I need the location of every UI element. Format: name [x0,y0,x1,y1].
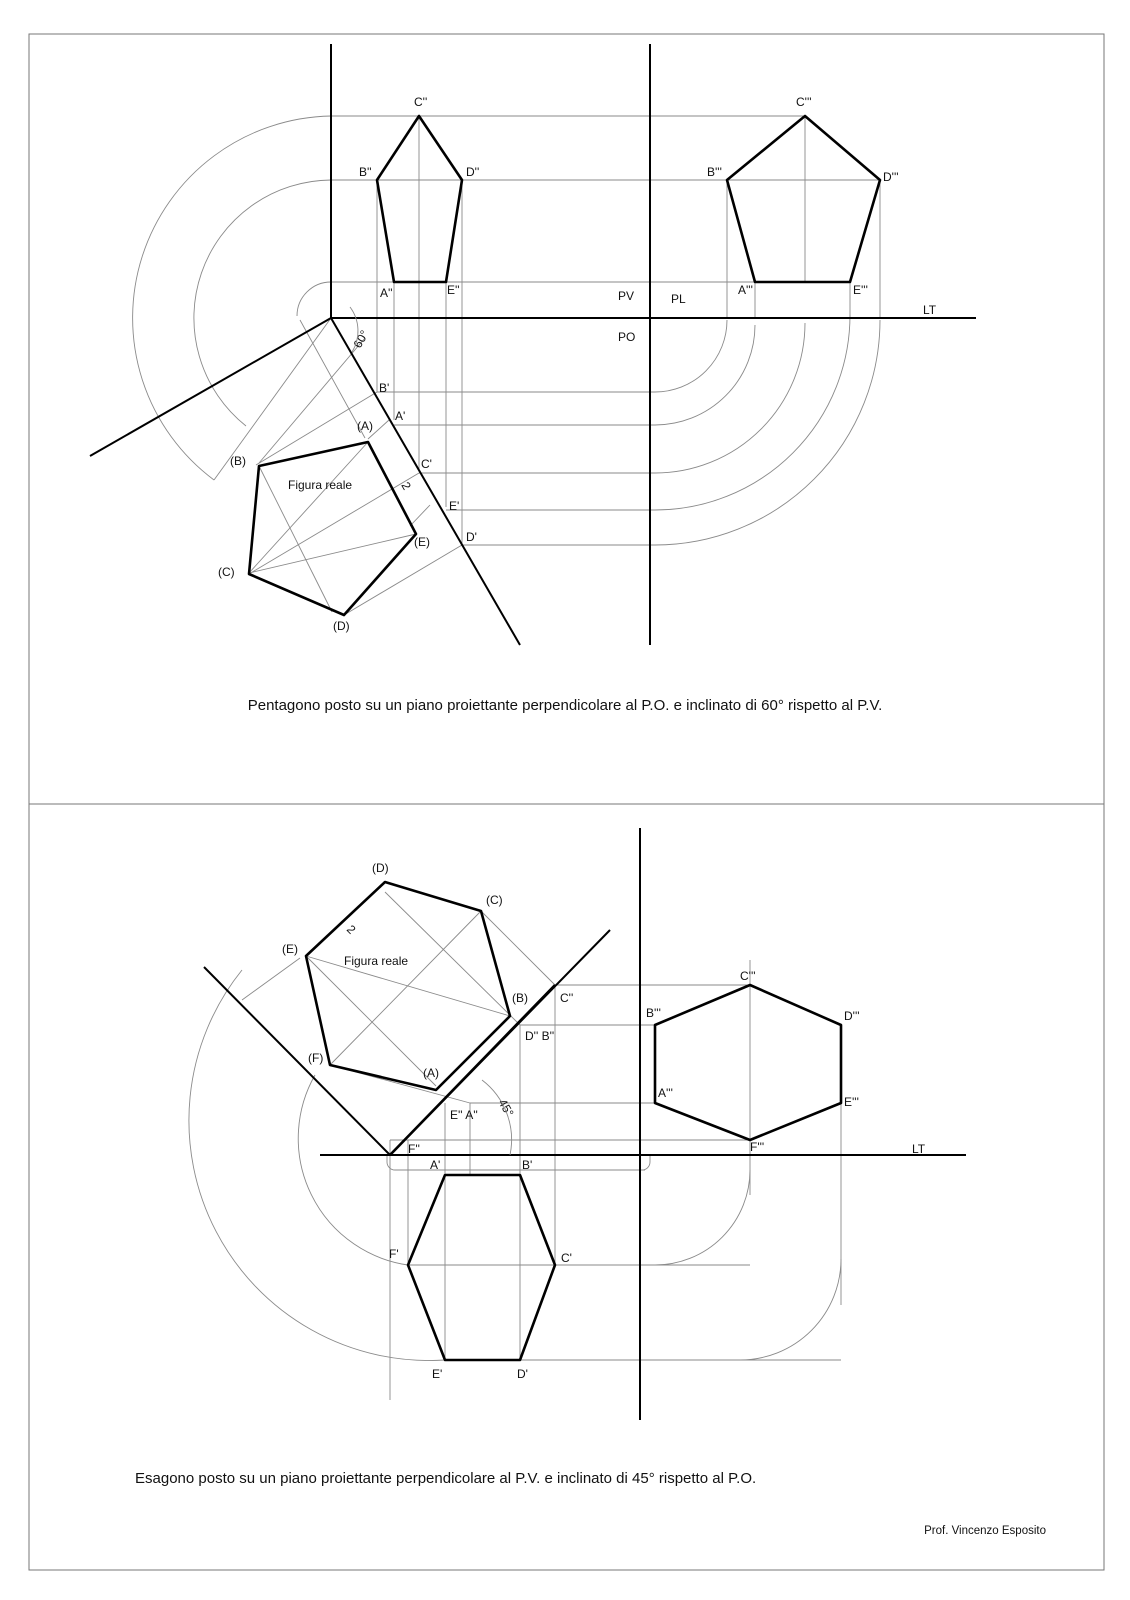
label-EA2-b: E'' A'' [450,1108,478,1122]
label-C2-b: C'' [560,991,574,1005]
hexagon-plan-projection [408,1175,555,1360]
bottom-caption: Esagono posto su un piano proiettante perpendicolare al P.V. e inclinato di 45° rispetto al P.O. [135,1470,757,1487]
label-DB2-b: D'' B'' [525,1029,555,1043]
pentagon-true-shape [249,442,416,615]
label-lt-bottom: LT [912,1142,926,1156]
label-Er-b: (E) [282,942,298,956]
label-Cr-b: (C) [486,893,503,907]
label-D1-b: D' [517,1367,528,1381]
label-C1: C' [421,457,432,471]
label-B1: B' [379,381,390,395]
label-E2: E'' [447,283,460,297]
label-Ar-b: (A) [423,1066,439,1080]
label-Br-b: (B) [512,991,528,1005]
bottom-point-labels [282,861,926,1381]
bottom-panel-frame [29,804,1104,1570]
label-C3: C''' [796,95,812,109]
label-lt-top: LT [923,303,937,317]
distance-label-top: 2 [398,479,414,493]
hexagon-vertical-projection [390,985,555,1155]
label-D1: D' [466,530,477,544]
label-Dr-b: (D) [372,861,389,875]
author-signature: Prof. Vincenzo Esposito [924,1525,1046,1537]
top-axes [90,44,976,645]
label-E1-b: E' [432,1367,443,1381]
label-E3-b: E''' [844,1095,859,1109]
label-Fr-b: (F) [308,1051,324,1065]
label-F2-b: F'' [408,1142,420,1156]
true-shape-label-bottom: Figura reale [344,954,409,968]
label-A3: A''' [738,283,753,297]
label-C2: C'' [414,95,428,109]
label-A2: A'' [380,286,393,300]
top-point-labels [218,95,937,633]
label-F1-b: F' [389,1247,399,1261]
label-E3: E''' [853,283,868,297]
label-D3-b: D''' [844,1009,860,1023]
label-C1-b: C' [561,1251,572,1265]
top-figures [249,116,880,615]
angle-label-60: 60° [350,327,372,351]
distance-label-bottom: 2 [343,922,359,937]
label-E1: E' [449,499,460,513]
label-B1-b: B' [522,1158,533,1172]
label-B3-b: B''' [646,1006,661,1020]
label-A3-b: A''' [658,1086,673,1100]
pentagon-vertical-projection [377,116,462,282]
label-Cr: (C) [218,565,235,579]
top-panel-frame [29,34,1104,804]
label-Ar: (A) [357,419,373,433]
label-Er: (E) [414,535,430,549]
label-Br: (B) [230,454,246,468]
label-Dr: (D) [333,619,350,633]
top-construction-lines [133,116,880,615]
label-po: PO [618,330,636,344]
label-B2: B'' [359,165,372,179]
label-pv: PV [618,289,635,303]
label-C3-b: C''' [740,969,756,983]
label-D3: D''' [883,170,899,184]
bottom-axes [204,828,966,1420]
hexagon-side-projection [655,985,841,1140]
angle-label-45: 45° [495,1096,517,1120]
top-caption: Pentagono posto su un piano proiettante perpendicolare al P.O. e inclinato di 60° rispetto al P.V. [247,697,883,714]
label-A1: A' [395,409,406,423]
pentagon-side-projection [727,116,880,282]
label-B3: B''' [707,165,722,179]
true-shape-label-top: Figura reale [288,478,353,492]
label-A1-b: A' [430,1158,441,1172]
label-pl: PL [671,292,686,306]
label-D2: D'' [466,165,480,179]
label-F3-b: F''' [750,1140,765,1154]
